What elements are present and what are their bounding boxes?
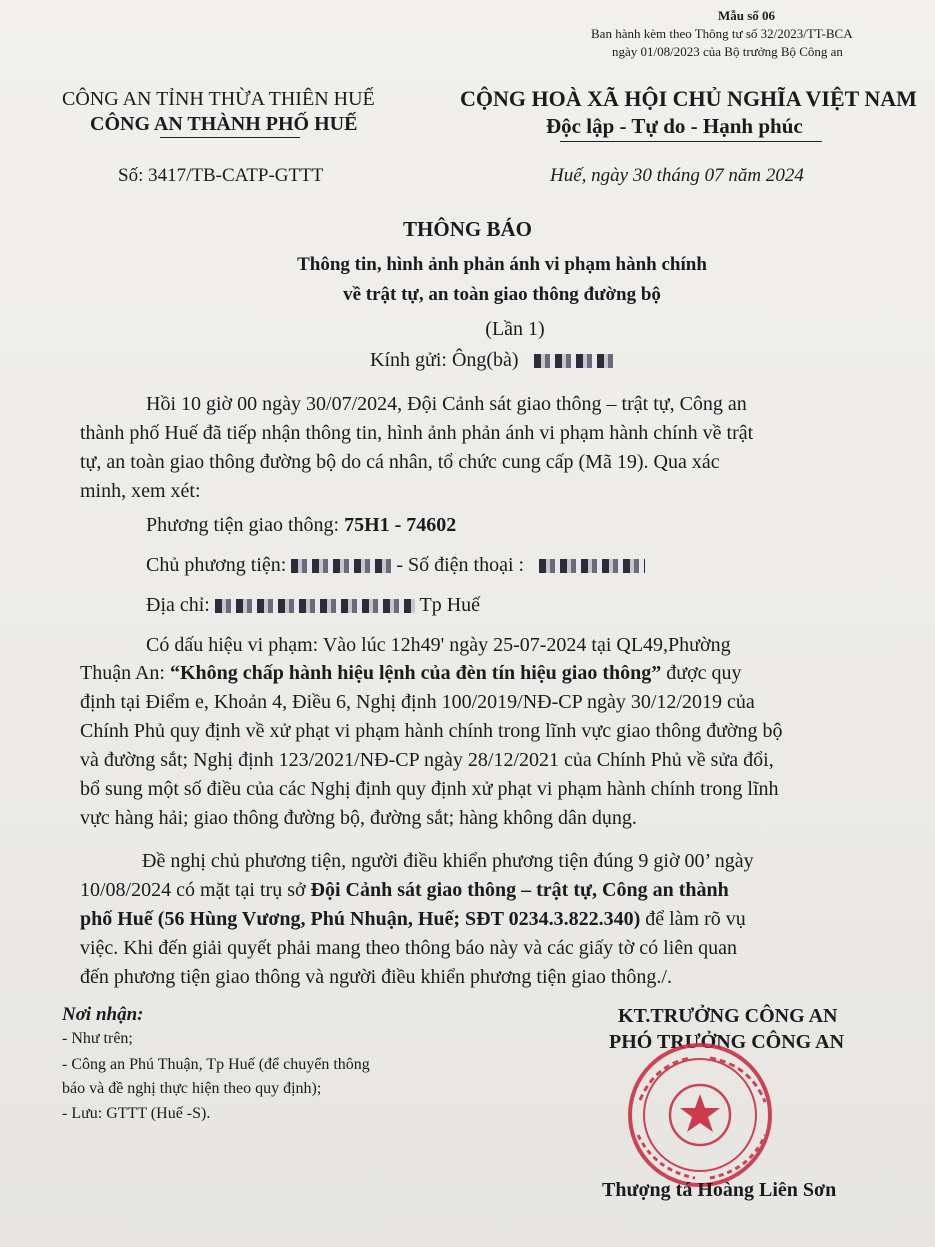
- request-office: Đội Cảnh sát giao thông – trật tự, Công an thành: [310, 879, 729, 901]
- redacted-name: [534, 354, 614, 368]
- org-parent: CÔNG AN TỈNH THỪA THIÊN HUẾ: [62, 88, 375, 110]
- violation-line-4: Chính Phủ quy định về xử phạt vi phạm hành chính trong lĩnh vực giao thông đường bộ: [80, 720, 783, 742]
- attempt-number: (Lần 1): [485, 318, 545, 340]
- violation-description: “Không chấp hành hiệu lệnh của đèn tín hiệu giao thông”: [170, 662, 662, 684]
- org-underline: [160, 137, 300, 138]
- request-line-4: việc. Khi đến giải quyết phải mang theo thông báo này và các giấy tờ có liên quan: [80, 937, 738, 959]
- form-issued-line-1: Ban hành kèm theo Thông tư số 32/2023/TT-BCA: [591, 26, 853, 41]
- document-title: THÔNG BÁO: [403, 217, 532, 241]
- violation-line-2-end: được quy: [661, 662, 742, 684]
- violation-line-7: vực hàng hải; giao thông đường bộ, đường sắt; hàng không dân dụng.: [80, 807, 637, 829]
- document-number: Số: 3417/TB-CATP-GTTT: [118, 165, 324, 186]
- request-purpose: để làm rõ vụ: [640, 908, 746, 930]
- address-city: Tp Huế: [419, 594, 481, 616]
- recipients-item-4: - Lưu: GTTT (Huế -S).: [62, 1105, 211, 1122]
- vehicle-line: [146, 514, 456, 537]
- violation-line-6: bổ sung một số điều của các Nghị định quy định xử phạt vi phạm hành chính trong lĩnh: [80, 778, 779, 800]
- form-issued-line-2: ngày 01/08/2023 của Bộ trưởng Bộ Công an: [612, 44, 843, 59]
- owner-line: [146, 554, 645, 577]
- redacted-owner: [291, 559, 391, 573]
- violation-line-2: [80, 662, 742, 685]
- intro-line-1: Hồi 10 giờ 00 ngày 30/07/2024, Đội Cảnh sát giao thông – trật tự, Công an: [146, 393, 747, 415]
- motto-underline: [560, 141, 822, 142]
- address-line: [146, 594, 480, 617]
- signature-title-1: KT.TRƯỞNG CÔNG AN: [618, 1005, 838, 1027]
- document-subtitle-2: về trật tự, an toàn giao thông đường bộ: [343, 284, 661, 305]
- request-line-3: [80, 908, 746, 931]
- recipients-item-1: - Như trên;: [62, 1030, 133, 1047]
- request-line-5: đến phương tiện giao thông và người điều khiển phương tiện giao thông./.: [80, 966, 672, 988]
- redacted-phone: [539, 559, 645, 573]
- violation-location: Thuận An:: [80, 662, 170, 684]
- org-unit: CÔNG AN THÀNH PHỐ HUẾ: [90, 113, 358, 135]
- signature-title-2: PHÓ TRƯỞNG CÔNG AN: [609, 1031, 845, 1053]
- recipients-item-3: báo và đề nghị thực hiện theo quy định);: [62, 1080, 322, 1097]
- vehicle-plate: 75H1 - 74602: [344, 514, 457, 536]
- document-subtitle-1: Thông tin, hình ảnh phản ánh vi phạm hành chính: [297, 254, 707, 275]
- intro-line-4: minh, xem xét:: [80, 480, 201, 502]
- request-line-1: Đề nghị chủ phương tiện, người điều khiển phương tiện đúng 9 giờ 00’ ngày: [142, 850, 754, 872]
- vehicle-label: Phương tiện giao thông:: [146, 514, 345, 536]
- recipients-item-2: - Công an Phú Thuận, Tp Huế (để chuyển thông: [62, 1056, 370, 1073]
- document-date: Huế, ngày 30 tháng 07 năm 2024: [550, 165, 804, 186]
- request-office-address: phố Huế (56 Hùng Vương, Phú Nhuận, Huế; SĐT 0234.3.822.340): [80, 908, 641, 930]
- national-motto: Độc lập - Tự do - Hạnh phúc: [546, 114, 803, 138]
- redacted-address: [215, 599, 415, 613]
- signer-name: Thượng tá Hoàng Liên Sơn: [602, 1179, 837, 1201]
- request-date: 10/08/2024 có mặt tại trụ sở: [80, 879, 311, 901]
- recipients-heading: Nơi nhận:: [62, 1004, 144, 1025]
- owner-label: Chủ phương tiện:: [146, 554, 292, 576]
- request-line-2: [80, 879, 729, 902]
- violation-line-3: định tại Điểm e, Khoản 4, Điều 6, Nghị định 100/2019/NĐ-CP ngày 30/12/2019 của: [80, 691, 755, 713]
- address-label: Địa chỉ:: [146, 594, 215, 616]
- violation-line-5: và đường sắt; Nghị định 123/2021/NĐ-CP ngày 28/12/2021 của Chính Phủ về sửa đổi,: [80, 749, 774, 771]
- intro-line-2: thành phố Huế đã tiếp nhận thông tin, hình ảnh phản ánh vi phạm hành chính về trật: [80, 422, 754, 444]
- violation-line-1: Có dấu hiệu vi phạm: Vào lúc 12h49' ngày 25-07-2024 tại QL49,Phường: [146, 634, 731, 656]
- intro-line-3: tự, an toàn giao thông đường bộ do cá nhân, tổ chức cung cấp (Mã 19). Qua xác: [80, 451, 720, 473]
- nation-title: CỘNG HOÀ XÃ HỘI CHỦ NGHĨA VIỆT NAM: [460, 86, 917, 111]
- phone-label: - Số điện thoại :: [396, 554, 530, 576]
- recipient-line: [370, 349, 614, 372]
- recipient-prefix: Kính gửi: Ông(bà): [370, 349, 519, 371]
- official-seal-stamp: [610, 1040, 790, 1190]
- form-number: Mẫu số 06: [717, 8, 775, 23]
